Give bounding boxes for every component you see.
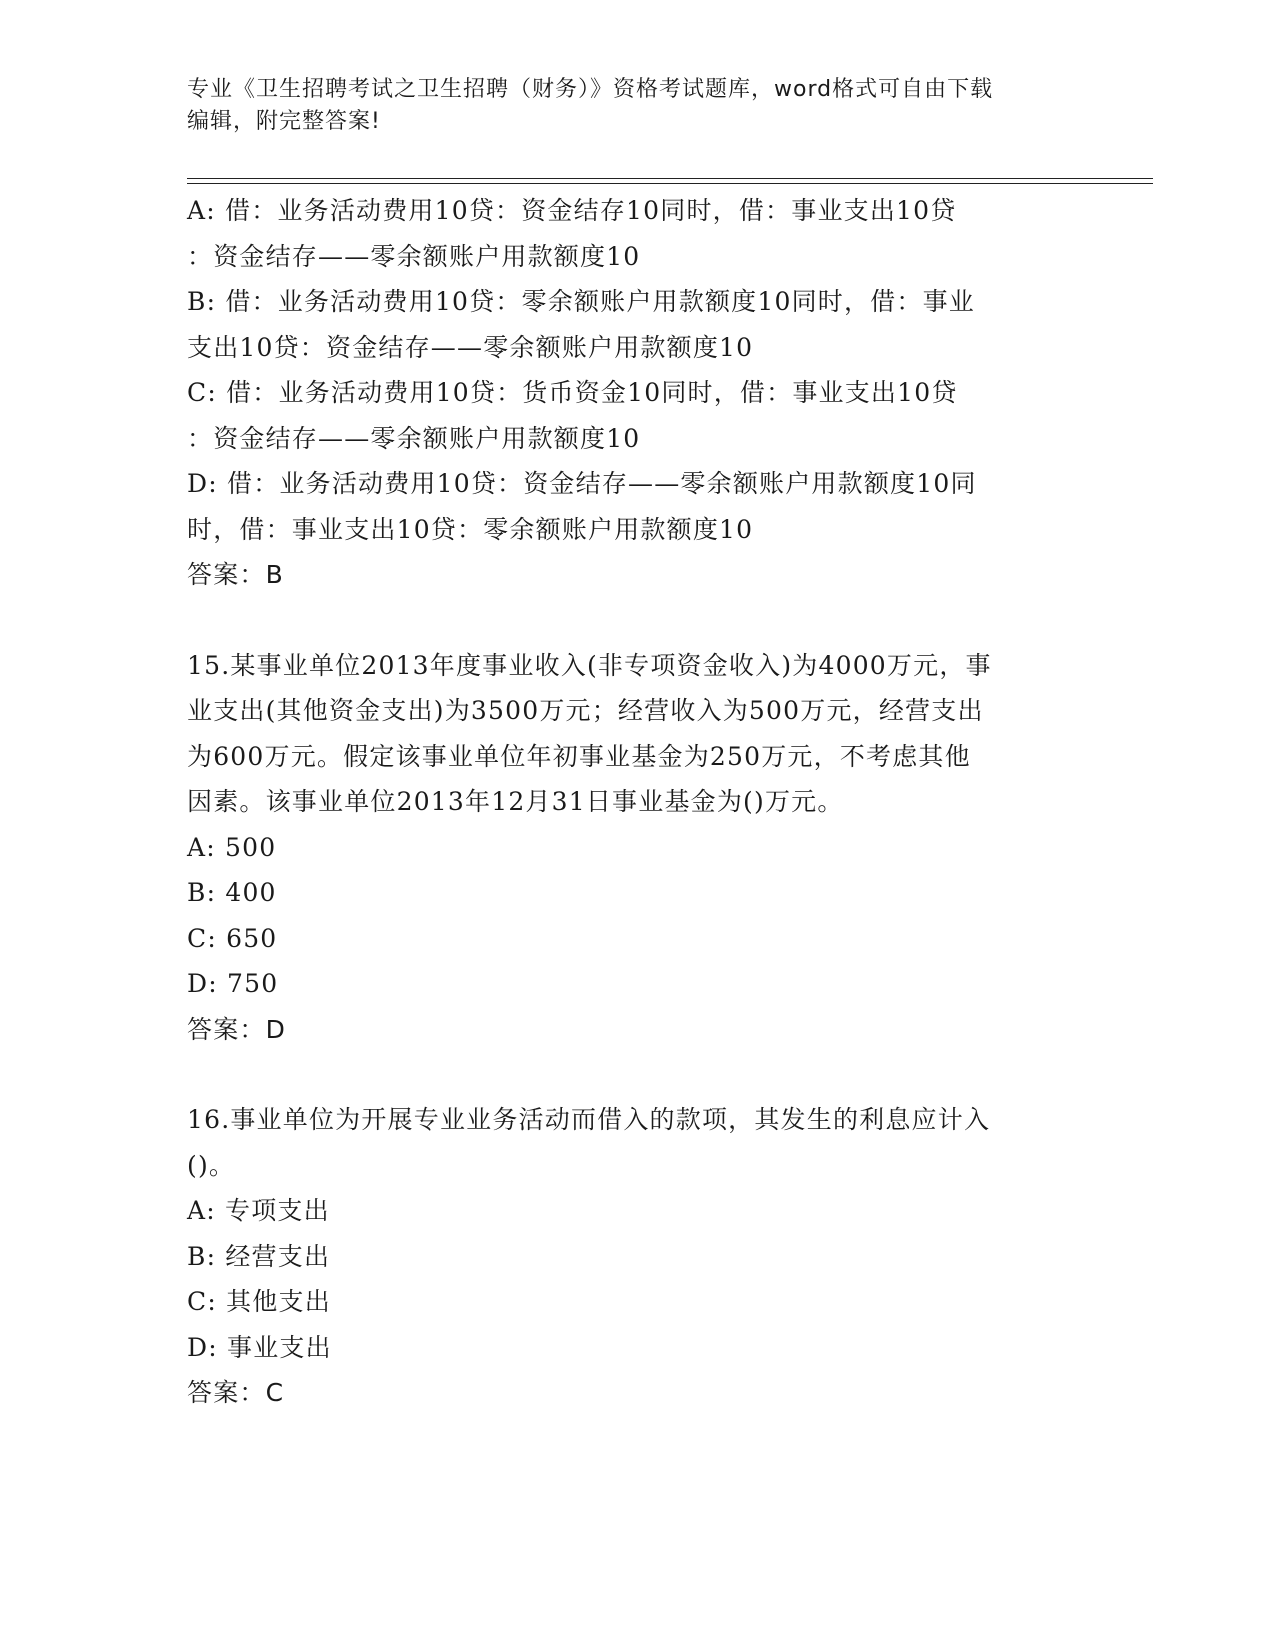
question-content (187, 188, 1087, 1416)
q15-stem-line-3: 为600万元。假定该事业单位年初事业基金为250万元，不考虑其他 (187, 741, 971, 771)
q14-option-d-line-1: D: 借：业务活动费用10贷：资金结存——零余额账户用款额度10同 (187, 469, 977, 498)
header-divider-top (187, 178, 1153, 179)
question-spacer (187, 1052, 1087, 1097)
q16-option-d: D: 事业支出 (187, 1332, 332, 1362)
q15-option-d: D: 750 (187, 969, 279, 998)
q15-answer: 答案：D (187, 1014, 287, 1044)
q15-option-a: A: 500 (187, 832, 277, 862)
q14-option-c-line-2: ：资金结存——零余额账户用款额度10 (187, 423, 641, 453)
q16-option-c: C: 其他支出 (187, 1287, 331, 1316)
q16-stem-line-2: ()。 (187, 1150, 236, 1180)
question-spacer (187, 598, 1087, 643)
header-line-1: 专业《卫生招聘考试之卫生招聘（财务）》资格考试题库，word格式可自由下载 (187, 77, 994, 102)
q15-stem-line-4: 因素。该事业单位2013年12月31日事业基金为()万元。 (187, 787, 844, 816)
q14-option-b-line-2: 支出10贷：资金结存——零余额账户用款额度10 (187, 332, 754, 362)
header-divider-bottom (187, 183, 1153, 184)
question-16-block (187, 1097, 1087, 1416)
q16-answer: 答案：C (187, 1378, 285, 1407)
q14-option-c-line-1: C: 借：业务活动费用10贷：货币资金10同时，借：事业支出10贷 (187, 378, 958, 407)
q15-option-c: C: 650 (187, 923, 278, 953)
q16-option-b: B: 经营支出 (187, 1241, 331, 1271)
document-header (187, 74, 1067, 138)
q14-option-a-line-1: A: 借：业务活动费用10贷：资金结存10同时，借：事业支出10贷 (187, 196, 957, 225)
q16-stem-line-1: 16.事业单位为开展专业业务活动而借入的款项，其发生的利息应计入 (187, 1105, 991, 1134)
q15-option-b: B: 400 (187, 878, 277, 907)
q15-stem-line-2: 业支出(其他资金支出)为3500万元；经营收入为500万元，经营支出 (187, 696, 984, 725)
q14-option-d-line-2: 时，借：事业支出10贷：零余额账户用款额度10 (187, 514, 754, 544)
question-15-block (187, 643, 1087, 1053)
q14-option-b-line-1: B: 借：业务活动费用10贷：零余额账户用款额度10同时，借：事业 (187, 287, 975, 316)
q16-option-a: A: 专项支出 (187, 1196, 330, 1225)
header-line-2: 编辑，附完整答案! (187, 109, 381, 134)
q15-stem-line-1: 15.某事业单位2013年度事业收入(非专项资金收入)为4000万元，事 (187, 650, 992, 680)
q14-option-a-line-2: ：资金结存——零余额账户用款额度10 (187, 241, 641, 271)
question-14-block (187, 188, 1087, 598)
q14-answer: 答案：B (187, 560, 284, 589)
